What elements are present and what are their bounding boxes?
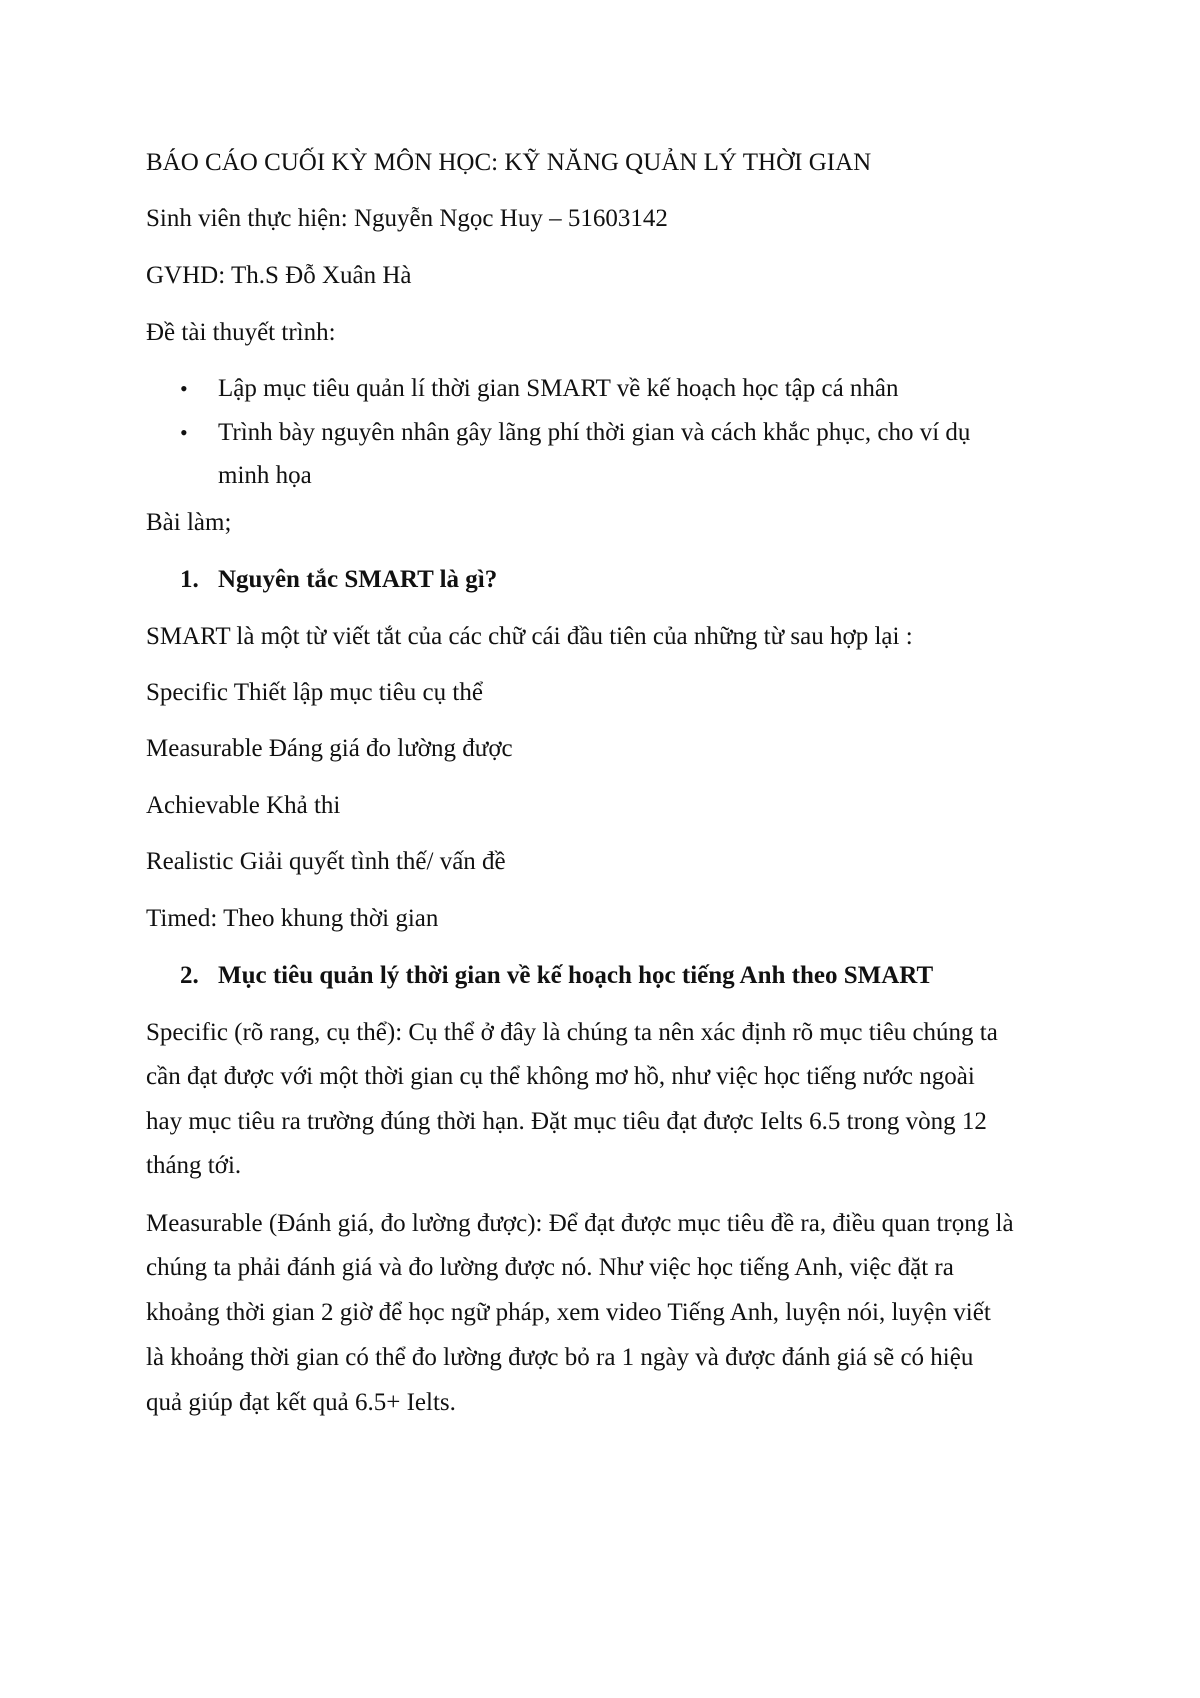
smart-item: Measurable Đáng giá đo lường được: [146, 735, 513, 762]
advisor-name: GVHD: Th.S Đỗ Xuân Hà: [146, 262, 412, 289]
paragraph-line: khoảng thời gian 2 giờ để học ngữ pháp, xem video Tiếng Anh, luyện nói, luyện viết: [146, 1299, 991, 1326]
work-heading: Bài làm;: [146, 509, 232, 536]
topic-heading: Đề tài thuyết trình:: [146, 319, 336, 346]
paragraph-line: tháng tới.: [146, 1152, 242, 1179]
paragraph-line: hay mục tiêu ra trường đúng thời hạn. Đặt mục tiêu đạt được Ielts 6.5 trong vòng 12: [146, 1108, 987, 1135]
paragraph-line: chúng ta phải đánh giá và đo lường được nó. Như việc học tiếng Anh, việc đặt ra: [146, 1254, 954, 1281]
paragraph-line: Measurable (Đánh giá, đo lường được): Để đạt được mục tiêu đề ra, điều quan trọng là: [146, 1210, 1014, 1237]
section-title: Mục tiêu quản lý thời gian về kế hoạch học tiếng Anh theo SMART: [218, 962, 934, 989]
smart-item: Timed: Theo khung thời gian: [146, 905, 439, 932]
bullet-icon: •: [180, 376, 188, 401]
topic-text: Trình bày nguyên nhân gây lãng phí thời gian và cách khắc phục, cho ví dụ: [218, 419, 971, 446]
topic-text-continuation: minh họa: [218, 462, 312, 489]
student-name: Sinh viên thực hiện: Nguyễn Ngọc Huy – 51603142: [146, 205, 668, 232]
smart-item: Specific Thiết lập mục tiêu cụ thể: [146, 679, 483, 706]
topic-text: Lập mục tiêu quản lí thời gian SMART về kế hoạch học tập cá nhân: [218, 375, 899, 402]
section-number: 1.: [180, 566, 199, 593]
section-title: Nguyên tắc SMART là gì?: [218, 566, 498, 593]
paragraph-line: Specific (rõ rang, cụ thể): Cụ thể ở đây là chúng ta nên xác định rõ mục tiêu chúng ta: [146, 1019, 998, 1046]
smart-intro: SMART là một từ viết tắt của các chữ cái đầu tiên của những từ sau hợp lại :: [146, 623, 913, 650]
paragraph-line: cần đạt được với một thời gian cụ thể không mơ hồ, như việc học tiếng nước ngoài: [146, 1063, 975, 1090]
paragraph-line: là khoảng thời gian có thể đo lường được bỏ ra 1 ngày và được đánh giá sẽ có hiệu: [146, 1344, 974, 1371]
report-title: BÁO CÁO CUỐI KỲ MÔN HỌC: KỸ NĂNG QUẢN LÝ THỜI GIAN: [146, 149, 872, 176]
section-number: 2.: [180, 962, 199, 989]
bullet-icon: •: [180, 420, 188, 445]
smart-item: Realistic Giải quyết tình thế/ vấn đề: [146, 848, 506, 875]
smart-item: Achievable Khả thi: [146, 792, 341, 819]
paragraph-line: quả giúp đạt kết quả 6.5+ Ielts.: [146, 1389, 456, 1416]
